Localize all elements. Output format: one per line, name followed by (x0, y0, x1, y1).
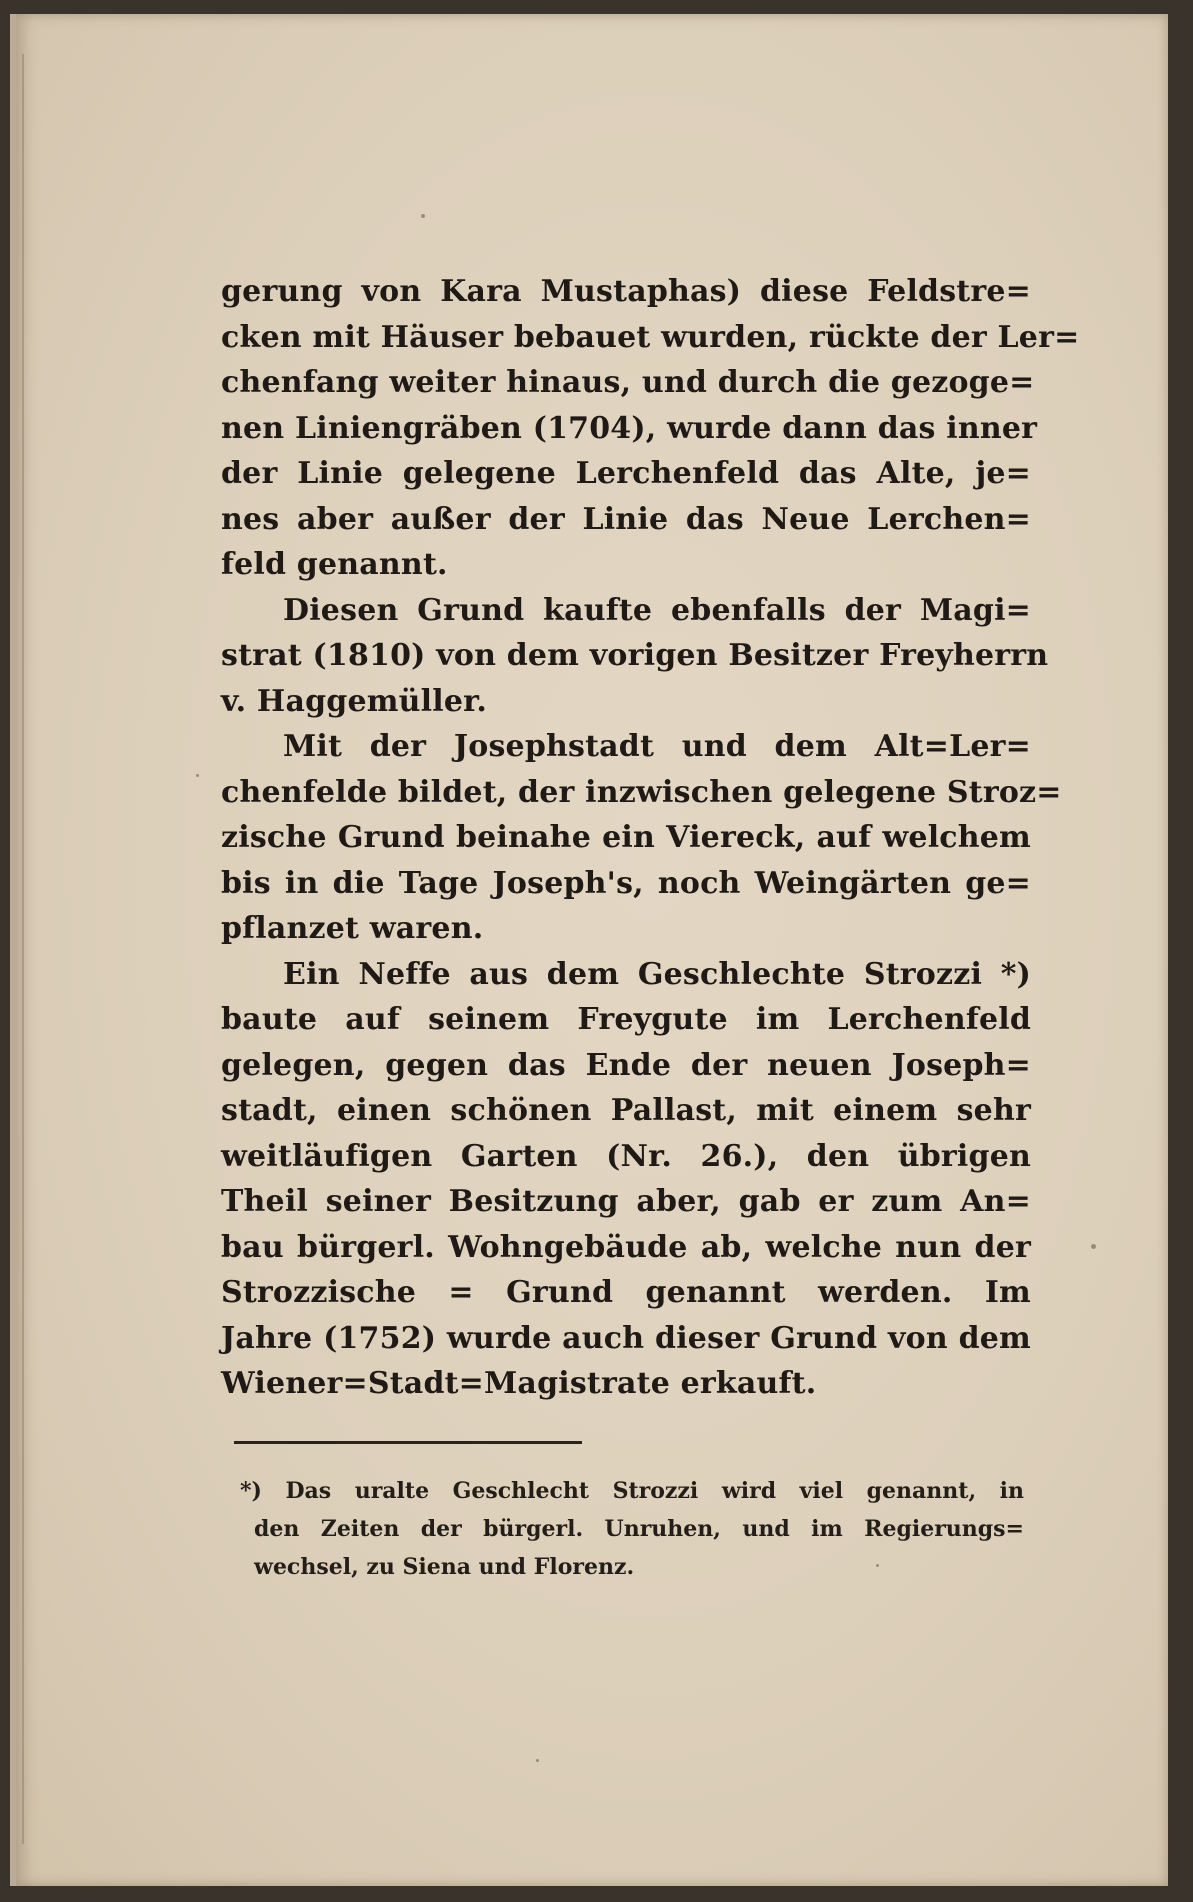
footnote (240, 1472, 1024, 1586)
text-line: Wiener=Stadt=Magistrate erkauft. (221, 1366, 817, 1401)
text-line: zische Grund beinahe ein Viereck, auf welchem (221, 820, 1031, 855)
text-line: bis in die Tage Joseph's, noch Weingärten ge= (221, 865, 1031, 901)
text-line: Ein Neffe aus dem Geschlechte Strozzi *) (283, 956, 1031, 992)
text-line: gelegen, gegen das Ende der neuen Joseph= (221, 1047, 1031, 1083)
footnote-line: wechsel, zu Siena und Florenz. (254, 1554, 635, 1580)
text-line: weitläufigen Garten (Nr. 26.), den übrigen (221, 1138, 1031, 1174)
paper-speck (536, 1759, 539, 1762)
text-line: Theil seiner Besitzung aber, gab er zum An= (221, 1184, 1031, 1219)
text-line: gerung von Kara Mustaphas) diese Feldstre= (221, 274, 1031, 309)
footnote-separator (234, 1441, 582, 1444)
text-line: Mit der Josephstadt und dem Alt=Ler= (283, 729, 1031, 764)
paper-speck (1091, 1244, 1096, 1249)
text-line: bau bürgerl. Wohngebäude ab, welche nun der (221, 1229, 1031, 1265)
footnote-line: *) Das uralte Geschlecht Strozzi wird viel genannt, in (240, 1478, 1024, 1504)
footnote-line: den Zeiten der bürgerl. Unruhen, und im Regierungs= (254, 1516, 1024, 1542)
text-line: der Linie gelegene Lerchenfeld das Alte, je= (221, 456, 1031, 491)
text-line: feld genannt. (221, 547, 448, 582)
body-text (221, 269, 1080, 1407)
text-line: Strozzische = Grund genannt werden. Im (221, 1275, 1031, 1310)
text-line: cken mit Häuser bebauet wurden, rückte der Ler= (221, 319, 1080, 355)
text-line: baute auf seinem Freygute im Lerchenfeld (221, 1002, 1031, 1037)
paper-speck (421, 214, 425, 218)
book-page (10, 14, 1168, 1886)
text-line: v. Haggemüller. (221, 683, 488, 719)
paper-speck (196, 774, 199, 777)
text-line: pflanzet waren. (221, 911, 484, 946)
text-line: Diesen Grund kaufte ebenfalls der Magi= (283, 592, 1031, 628)
text-line: Jahre (1752) wurde auch dieser Grund von dem (221, 1320, 1031, 1356)
text-line: nes aber außer der Linie das Neue Lerchen= (221, 501, 1031, 537)
text-line: nen Liniengräben (1704), wurde dann das inner (221, 410, 1038, 446)
page-gutter (22, 54, 24, 1844)
text-line: strat (1810) von dem vorigen Besitzer Freyherrn (221, 638, 1049, 673)
text-line: chenfang weiter hinaus, und durch die gezoge= (221, 365, 1035, 400)
paper-speck (876, 1564, 879, 1567)
text-line: stadt, einen schönen Pallast, mit einem sehr (221, 1093, 1031, 1128)
text-line: chenfelde bildet, der inzwischen gelegene Stroz= (221, 774, 1062, 810)
